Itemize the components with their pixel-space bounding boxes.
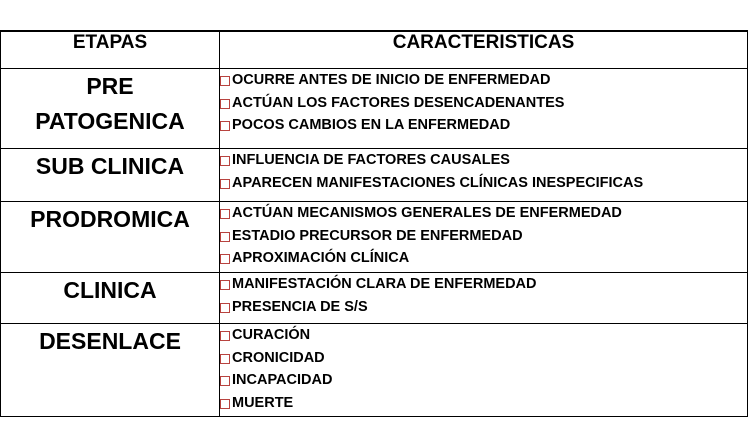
characteristic-item xyxy=(220,247,747,270)
square-outline-icon xyxy=(220,254,230,264)
characteristics-cell xyxy=(220,149,748,202)
stage-column-header: ETAPAS xyxy=(1,31,220,69)
stage-cell xyxy=(1,149,220,202)
stage-cell xyxy=(1,324,220,417)
characteristic-text: OCURRE ANTES DE INICIO DE ENFERMEDAD xyxy=(232,72,551,88)
stage-cell xyxy=(1,69,220,149)
characteristic-text: POCOS CAMBIOS EN LA ENFERMEDAD xyxy=(232,117,511,133)
characteristic-text: INFLUENCIA DE FACTORES CAUSALES xyxy=(232,152,510,168)
characteristics-cell xyxy=(220,273,748,324)
table-row xyxy=(1,69,748,149)
square-outline-icon xyxy=(220,99,230,109)
stage-name-line: SUB CLINICA xyxy=(35,153,185,179)
characteristic-item xyxy=(220,149,747,172)
characteristic-text: CRONICIDAD xyxy=(232,349,325,366)
characteristic-item xyxy=(220,392,747,415)
stage-name-line: PATOGENICA xyxy=(35,108,185,134)
characteristic-text: ESTADIO PRECURSOR DE ENFERMEDAD xyxy=(232,227,523,244)
square-outline-icon xyxy=(220,280,230,290)
stages-table xyxy=(0,30,748,417)
stage-cell xyxy=(1,202,220,273)
stage-name-line: DESENLACE xyxy=(39,328,181,354)
square-outline-icon xyxy=(220,331,230,341)
characteristics-column-header: CARACTERISTICAS xyxy=(220,31,748,69)
stage-name-line: CLINICA xyxy=(63,277,157,303)
stage-cell xyxy=(1,273,220,324)
characteristic-item xyxy=(220,296,747,319)
characteristic-item xyxy=(220,172,747,195)
square-outline-icon xyxy=(220,303,230,313)
table-row xyxy=(1,202,748,273)
characteristic-text: ACTÚAN LOS FACTORES DESENCADENANTES xyxy=(232,94,565,111)
characteristic-item xyxy=(220,225,747,248)
square-outline-icon xyxy=(220,76,230,86)
characteristic-item xyxy=(220,114,747,137)
table-row xyxy=(1,324,748,417)
characteristic-text: MUERTE xyxy=(232,394,294,411)
characteristic-item xyxy=(220,324,747,347)
characteristic-item xyxy=(220,92,747,115)
characteristic-item xyxy=(220,69,747,92)
characteristic-text: PRESENCIA DE S/S xyxy=(232,298,368,315)
characteristic-item xyxy=(220,202,747,225)
characteristic-text: CURACIÓN xyxy=(232,327,311,343)
characteristic-item xyxy=(220,369,747,392)
square-outline-icon xyxy=(220,209,230,219)
square-outline-icon xyxy=(220,399,230,409)
characteristics-cell xyxy=(220,69,748,149)
characteristic-text: MANIFESTACIÓN CLARA DE ENFERMEDAD xyxy=(232,276,537,292)
table-row xyxy=(1,273,748,324)
square-outline-icon xyxy=(220,354,230,364)
characteristics-cell xyxy=(220,324,748,417)
table-row xyxy=(1,149,748,202)
characteristic-text: APARECEN MANIFESTACIONES CLÍNICAS INESPECIFICAS xyxy=(232,174,644,191)
characteristic-text: APROXIMACIÓN CLÍNICA xyxy=(232,250,410,266)
characteristic-text: ACTÚAN MECANISMOS GENERALES DE ENFERMEDAD xyxy=(232,205,622,221)
characteristics-cell xyxy=(220,202,748,273)
characteristic-text: INCAPACIDAD xyxy=(232,372,333,388)
characteristic-item xyxy=(220,347,747,370)
stage-name-line: PRODROMICA xyxy=(30,206,190,232)
header-row xyxy=(1,31,748,69)
square-outline-icon xyxy=(220,232,230,242)
square-outline-icon xyxy=(220,376,230,386)
square-outline-icon xyxy=(220,121,230,131)
square-outline-icon xyxy=(220,156,230,166)
characteristic-item xyxy=(220,273,747,296)
stage-name-line: PRE xyxy=(86,73,134,99)
square-outline-icon xyxy=(220,179,230,189)
